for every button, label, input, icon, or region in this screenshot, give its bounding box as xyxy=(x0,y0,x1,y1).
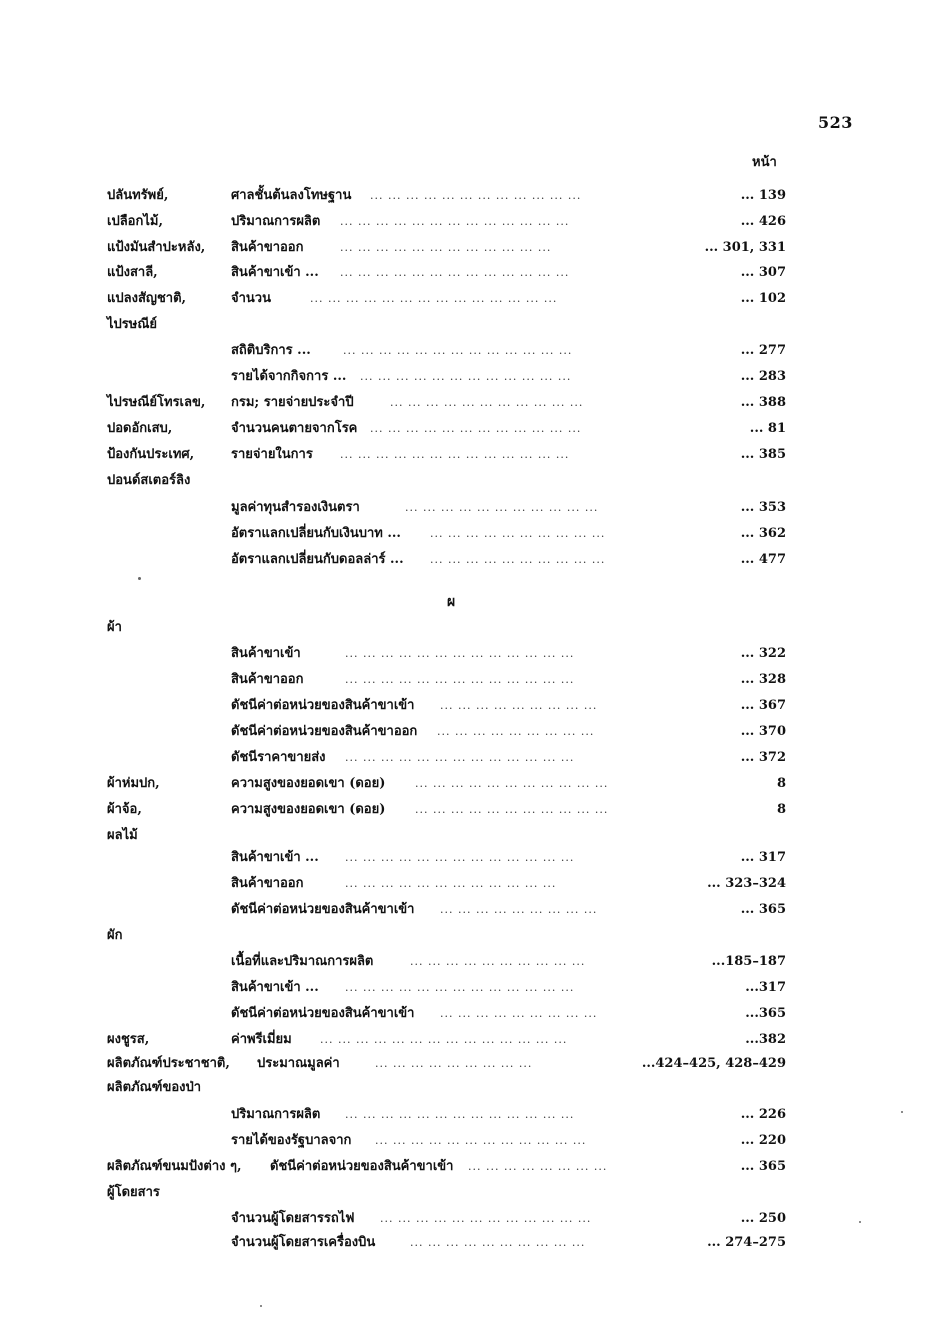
page-reference: ... 372 xyxy=(740,750,786,765)
section-letter: ผ xyxy=(447,594,456,610)
index-entry xyxy=(0,185,941,207)
dot-leader: ... ... ... ... ... ... ... ... ... xyxy=(437,725,595,738)
index-subterm: ดัชนีค่าต่อหน่วยของสินค้าขาเข้า xyxy=(231,902,415,917)
index-subterm: มูลค่าทุนสำรองเงินตรา xyxy=(231,500,360,515)
page-reference: ... 317 xyxy=(740,850,786,865)
index-term: ผ้า xyxy=(107,620,122,635)
index-entry xyxy=(0,211,941,233)
index-subterm: ค่าพรีเมี่ยม xyxy=(231,1032,292,1047)
page-reference: ...185–187 xyxy=(711,954,786,969)
index-entry xyxy=(0,549,941,571)
index-subterm: สถิติบริการ ... xyxy=(231,343,311,358)
index-subterm: ดัชนีค่าต่อหน่วยของสินค้าขาเข้า xyxy=(270,1159,454,1174)
page-reference: 8 xyxy=(776,802,786,817)
index-term: ผลไม้ xyxy=(107,828,138,843)
index-subterm: รายได้ของรัฐบาลจาก xyxy=(231,1133,352,1148)
index-subterm: ดัชนีค่าต่อหน่วยของสินค้าขาเข้า xyxy=(231,698,415,713)
index-subterm: ประมาณมูลค่า xyxy=(257,1056,340,1071)
index-entry xyxy=(0,237,941,259)
index-term: ผลิตภัณฑ์ประชาชาติ, xyxy=(107,1056,230,1071)
index-entry xyxy=(0,1156,941,1178)
page-reference: ... 370 xyxy=(740,724,786,739)
dot-leader: ... ... ... ... ... ... ... ... ... ... ... ... ... xyxy=(345,647,575,660)
index-entry xyxy=(0,314,941,336)
page-reference: 8 xyxy=(776,776,786,791)
dot-leader: ... ... ... ... ... ... ... ... ... ... ... ... xyxy=(345,877,557,890)
index-entry xyxy=(0,340,941,362)
index-term: ผัก xyxy=(107,928,123,943)
dot-leader: ... ... ... ... ... ... ... ... ... xyxy=(440,699,598,712)
dot-leader: ... ... ... ... ... ... ... ... ... ... ... ... ... xyxy=(345,751,575,764)
page-reference: ... 388 xyxy=(740,395,786,410)
index-subterm: สินค้าขาออก xyxy=(231,672,304,687)
dot-leader: ... ... ... ... ... ... ... ... ... ... ... xyxy=(390,396,584,409)
dot-leader: ... ... ... ... ... ... ... ... ... ... ... ... xyxy=(380,1212,592,1225)
index-entry xyxy=(0,925,941,947)
dot-leader: ... ... ... ... ... ... ... ... ... ... ... ... ... xyxy=(345,1108,575,1121)
dot-leader: ... ... ... ... ... ... ... ... ... ... ... ... ... ... xyxy=(320,1033,568,1046)
page-reference: ... 274–275 xyxy=(707,1235,786,1250)
index-term: ผงชูรส, xyxy=(107,1032,150,1047)
dot-leader: ... ... ... ... ... ... ... ... ... xyxy=(375,1057,533,1070)
index-entry xyxy=(0,1182,941,1204)
page-reference: ...424–425, 428–429 xyxy=(641,1056,786,1071)
index-subterm: สินค้าขาเข้า ... xyxy=(231,265,319,280)
index-entry xyxy=(0,899,941,921)
index-entry xyxy=(0,262,941,284)
page-reference: ... 301, 331 xyxy=(704,240,786,255)
index-subterm: ดัชนีค่าต่อหน่วยของสินค้าขาออก xyxy=(231,724,418,739)
index-term: ผ้าห่มปก, xyxy=(107,776,160,791)
index-subterm: จำนวน xyxy=(231,291,271,306)
dot-leader: ... ... ... ... ... ... ... ... ... ... ... xyxy=(405,501,599,514)
index-term: ผลิตภัณฑ์ของป่า xyxy=(107,1080,202,1095)
index-subterm: สินค้าขาเข้า ... xyxy=(231,980,319,995)
page-reference: ... 365 xyxy=(740,1159,786,1174)
index-term: ผลิตภัณฑ์ขนมปังต่าง ๆ, xyxy=(107,1159,242,1174)
index-subterm: สินค้าขาออก xyxy=(231,876,304,891)
index-entry xyxy=(0,288,941,310)
dot-leader: ... ... ... ... ... ... ... ... ... ... ... ... ... xyxy=(345,673,575,686)
index-subterm: กรม; รายจ่ายประจำปี xyxy=(231,395,354,410)
page-reference: ... 277 xyxy=(740,343,786,358)
page-reference: ... 328 xyxy=(740,672,786,687)
index-entry xyxy=(0,747,941,769)
index-entry xyxy=(0,721,941,743)
page-reference: ... 81 xyxy=(749,421,786,436)
index-entry xyxy=(0,1029,941,1051)
dot-leader: ... ... ... ... ... ... ... ... ... ... ... ... ... xyxy=(340,448,570,461)
index-entry xyxy=(0,470,941,492)
dot-leader: ... ... ... ... ... ... ... ... ... ... ... xyxy=(415,777,609,790)
index-entry xyxy=(0,695,941,717)
page-reference: ... 477 xyxy=(740,552,786,567)
dot-leader: ... ... ... ... ... ... ... ... ... ... ... ... ... xyxy=(345,981,575,994)
index-entry xyxy=(0,617,941,639)
index-entry xyxy=(0,773,941,795)
print-speck xyxy=(138,577,141,580)
page-reference: ... 353 xyxy=(740,500,786,515)
page-reference: ... 385 xyxy=(740,447,786,462)
index-entry xyxy=(0,497,941,519)
index-term: ปอดอักเสบ, xyxy=(107,421,173,436)
page-reference: ... 426 xyxy=(740,214,786,229)
dot-leader: ... ... ... ... ... ... ... ... ... ... ... ... xyxy=(375,1134,587,1147)
index-subterm: ความสูงของยอดเขา (ดอย) xyxy=(231,776,386,791)
index-subterm: รายจ่ายในการ xyxy=(231,447,313,462)
page-reference: ... 365 xyxy=(740,902,786,917)
dot-leader: ... ... ... ... ... ... ... ... ... xyxy=(440,903,598,916)
index-entry xyxy=(0,366,941,388)
index-entry xyxy=(0,873,941,895)
dot-leader: ... ... ... ... ... ... ... ... xyxy=(468,1160,608,1173)
index-subterm: เนื้อที่และปริมาณการผลิต xyxy=(231,954,374,969)
index-entry xyxy=(0,418,941,440)
page-reference: ...382 xyxy=(745,1032,786,1047)
index-entry xyxy=(0,1130,941,1152)
index-subterm: อัตราแลกเปลี่ยนกับดอลล่าร์ ... xyxy=(231,552,404,567)
print-speck xyxy=(260,1305,262,1307)
dot-leader: ... ... ... ... ... ... ... ... ... ... xyxy=(410,955,586,968)
index-term: ป้องกันประเทศ, xyxy=(107,447,195,462)
index-subterm: ปริมาณการผลิต xyxy=(231,1107,321,1122)
dot-leader: ... ... ... ... ... ... ... ... ... ... xyxy=(430,553,606,566)
index-entry xyxy=(0,1053,941,1075)
index-subterm: จำนวนผู้โดยสารรถไฟ xyxy=(231,1211,355,1226)
index-entry xyxy=(0,847,941,869)
print-speck xyxy=(859,1221,861,1223)
index-entry xyxy=(0,643,941,665)
index-entry xyxy=(0,799,941,821)
page-column-label: หน้า xyxy=(752,155,777,170)
page-reference: ... 250 xyxy=(740,1211,786,1226)
index-entry xyxy=(0,669,941,691)
index-term: ผู้โดยสาร xyxy=(107,1185,160,1200)
page-reference: ... 226 xyxy=(740,1107,786,1122)
index-term: แป้งสาลี, xyxy=(107,265,158,280)
page-reference: ... 362 xyxy=(740,526,786,541)
index-subterm: ดัชนีค่าต่อหน่วยของสินค้าขาเข้า xyxy=(231,1006,415,1021)
index-subterm: รายได้จากกิจการ ... xyxy=(231,369,347,384)
dot-leader: ... ... ... ... ... ... ... ... ... ... ... ... ... ... xyxy=(310,292,558,305)
index-entry xyxy=(0,1104,941,1126)
page-reference: ... 323–324 xyxy=(707,876,786,891)
index-entry xyxy=(0,977,941,999)
page-reference: ...317 xyxy=(745,980,786,995)
index-term: ปอนด์สเตอร์ลิง xyxy=(107,473,191,488)
index-term: ปลันทรัพย์, xyxy=(107,188,169,203)
dot-leader: ... ... ... ... ... ... ... ... ... ... ... ... xyxy=(370,422,582,435)
index-entry xyxy=(0,523,941,545)
index-entry xyxy=(0,444,941,466)
index-subterm: ปริมาณการผลิต xyxy=(231,214,321,229)
page-reference: ... 322 xyxy=(740,646,786,661)
index-term: ไปรษณีย์โทรเลข, xyxy=(107,395,206,410)
index-term: ไปรษณีย์ xyxy=(107,317,158,332)
index-subterm: ดัชนีราคาขายส่ง xyxy=(231,750,326,765)
dot-leader: ... ... ... ... ... ... ... ... ... ... ... xyxy=(415,803,609,816)
dot-leader: ... ... ... ... ... ... ... ... ... ... xyxy=(410,1236,586,1249)
index-term: แปลงสัญชาติ, xyxy=(107,291,187,306)
index-subterm: สินค้าขาออก xyxy=(231,240,304,255)
dot-leader: ... ... ... ... ... ... ... ... ... ... ... ... xyxy=(340,241,552,254)
dot-leader: ... ... ... ... ... ... ... ... ... ... ... ... ... xyxy=(345,851,575,864)
dot-leader: ... ... ... ... ... ... ... ... ... xyxy=(440,1007,598,1020)
index-entry xyxy=(0,951,941,973)
page-number: 523 xyxy=(818,113,853,132)
index-entry xyxy=(0,1232,941,1254)
index-entry xyxy=(0,825,941,847)
page-reference: ... 307 xyxy=(740,265,786,280)
index-entry xyxy=(0,392,941,414)
page-reference: ... 367 xyxy=(740,698,786,713)
page-reference: ...365 xyxy=(745,1006,786,1021)
index-subterm: จำนวนผู้โดยสารเครื่องบิน xyxy=(231,1235,376,1250)
dot-leader: ... ... ... ... ... ... ... ... ... ... ... ... xyxy=(360,370,572,383)
index-term: ผ้าจ้อ, xyxy=(107,802,142,817)
dot-leader: ... ... ... ... ... ... ... ... ... ... ... ... ... xyxy=(340,266,570,279)
index-subterm: อัตราแลกเปลี่ยนกับเงินบาท ... xyxy=(231,526,401,541)
dot-leader: ... ... ... ... ... ... ... ... ... ... ... ... ... xyxy=(340,215,570,228)
dot-leader: ... ... ... ... ... ... ... ... ... ... ... ... ... xyxy=(343,344,573,357)
index-subterm: ความสูงของยอดเขา (ดอย) xyxy=(231,802,386,817)
page-reference: ... 139 xyxy=(740,188,786,203)
index-term: แป้งมันสำปะหลัง, xyxy=(107,240,206,255)
index-term: เปลือกไม้, xyxy=(107,214,163,229)
page-reference: ... 283 xyxy=(740,369,786,384)
index-subterm: สินค้าขาเข้า ... xyxy=(231,850,319,865)
page-reference: ... 220 xyxy=(740,1133,786,1148)
print-speck xyxy=(901,1111,903,1113)
index-subterm: สินค้าขาเข้า xyxy=(231,646,301,661)
index-entry xyxy=(0,1003,941,1025)
index-subterm: ศาลชั้นต้นลงโทษฐาน xyxy=(231,188,352,203)
index-entry xyxy=(0,1208,941,1230)
dot-leader: ... ... ... ... ... ... ... ... ... ... ... ... xyxy=(370,189,582,202)
index-subterm: จำนวนคนตายจากโรค xyxy=(231,421,358,436)
index-entry xyxy=(0,1077,941,1099)
dot-leader: ... ... ... ... ... ... ... ... ... ... xyxy=(430,527,606,540)
page-reference: ... 102 xyxy=(740,291,786,306)
